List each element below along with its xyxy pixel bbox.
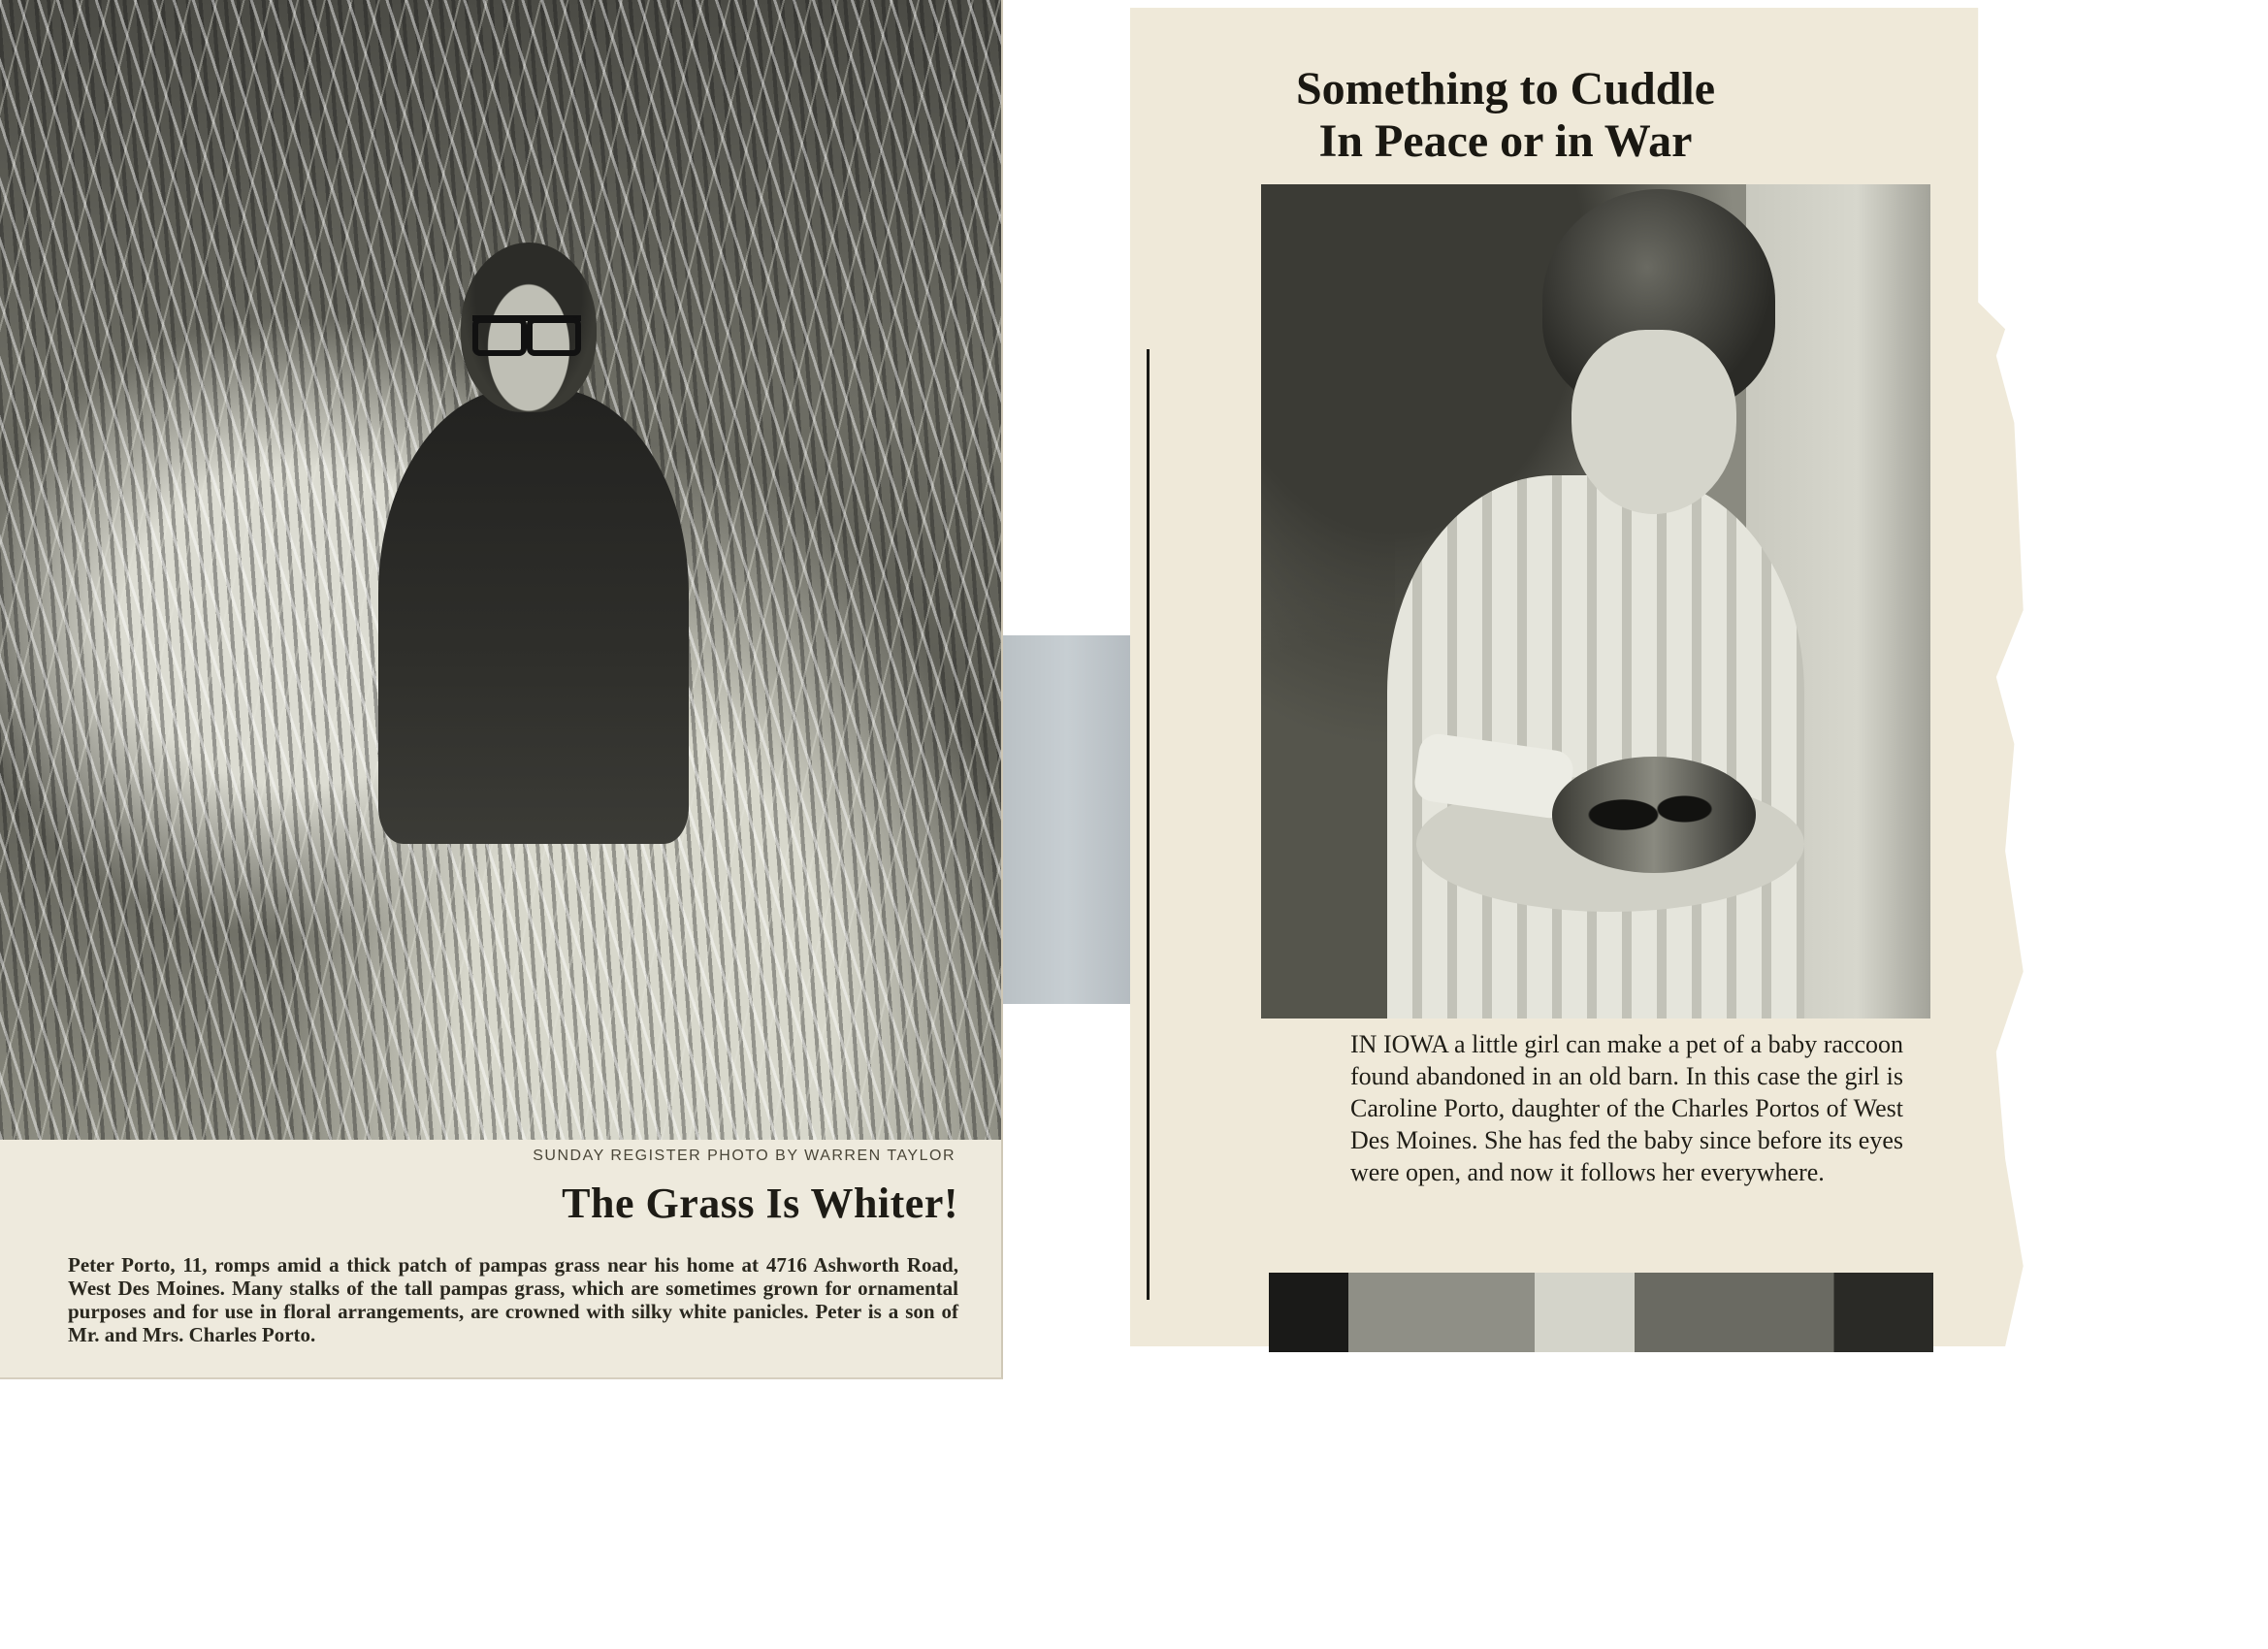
column-rule — [1147, 349, 1150, 1300]
next-photo-fragment — [1269, 1273, 1933, 1352]
caption-grass: Peter Porto, 11, romps amid a thick patch of pampas grass near his home at 4716 Ashworth Road, West Des Moines. Many stalks of the tall pampas grass, which are sometimes grown for ornamental purposes and for use in floral arrangements, are crowned with silky white panicles. Peter is a son of Mr. and Mrs. Charles Porto. — [68, 1253, 958, 1346]
pampas-grass-photo — [0, 0, 1001, 1140]
headline-cuddle-line2: In Peace or in War — [1318, 115, 1693, 167]
caption-raccoon: IN IOWA a little girl can make a pet of a baby raccoon found abandoned in an old barn. In this case the girl is Caroline Porto, daughter of the Charles Portos of West Des Moines. She has fed the baby since before its eyes were open, and now it follows her everywhere. — [1350, 1030, 1903, 1186]
boy-figure — [378, 388, 689, 844]
headline-cuddle — [1282, 63, 1729, 168]
left-newspaper-clipping — [0, 0, 1003, 1379]
headline-grass: The Grass Is Whiter! — [562, 1180, 958, 1227]
scanner-background-gap — [999, 635, 1135, 1004]
girl-face — [1571, 330, 1736, 514]
raccoon-icon — [1552, 757, 1756, 873]
girl-with-raccoon-photo — [1261, 184, 1930, 1018]
glasses-icon — [472, 315, 581, 350]
photo-credit: SUNDAY REGISTER PHOTO BY WARREN TAYLOR — [533, 1148, 956, 1164]
headline-cuddle-line1: Something to Cuddle — [1295, 63, 1716, 114]
